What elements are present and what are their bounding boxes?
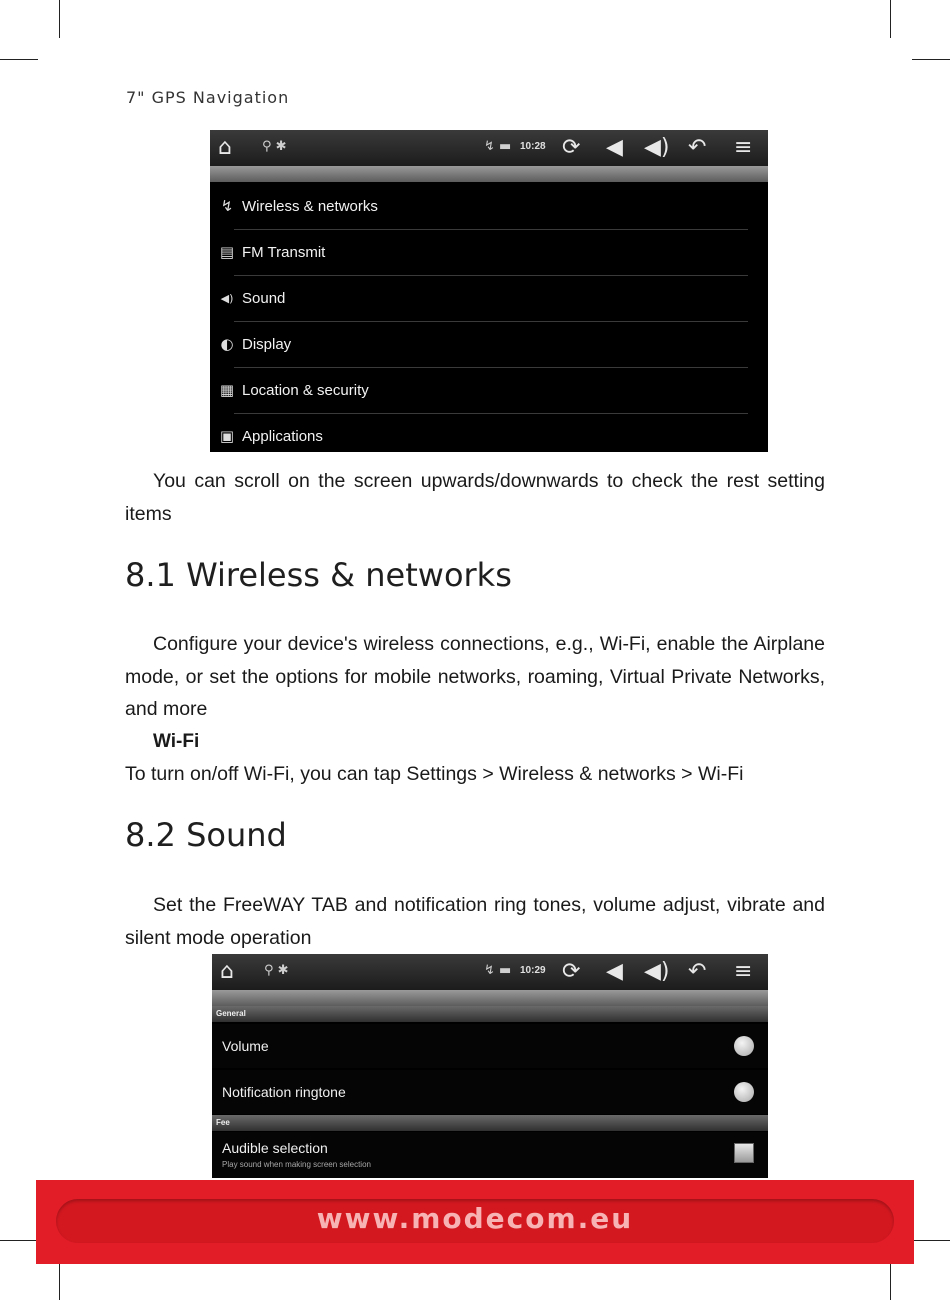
category-general: General — [212, 1006, 768, 1022]
settings-item-applications[interactable] — [210, 414, 768, 452]
settings-screenshot — [210, 130, 768, 452]
running-header: 7" GPS Navigation — [126, 88, 290, 107]
wifi-heading: Wi-Fi — [153, 731, 200, 752]
app-icon: ▣ — [219, 427, 235, 445]
sound-description: Set the FreeWAY TAB and notification ring tones, volume adjust, vibrate and silent mode operation — [125, 894, 825, 949]
settings-item-label: Wireless & networks — [242, 198, 378, 215]
refresh-icon[interactable]: ⟳ — [562, 959, 581, 984]
wifi-icon: ↯ ▬ — [484, 139, 512, 154]
clock: 10:28 — [520, 141, 546, 152]
status-bar — [212, 954, 768, 990]
menu-icon[interactable]: ≡ — [734, 959, 753, 984]
category-feedback: Fee — [212, 1115, 768, 1131]
setting-summary: Play sound when making screen selection — [222, 1160, 371, 1169]
settings-item-fm-transmit[interactable] — [210, 230, 768, 276]
menu-icon[interactable]: ≡ — [734, 135, 753, 160]
settings-item-label: FM Transmit — [242, 244, 326, 261]
setting-label: Audible selection — [222, 1140, 328, 1156]
wireless-description: Configure your device's wireless connections, e.g., Wi-Fi, enable the Airplane mode, or set the options for mobile networks, roaming, Virtual Private Networks, and more — [125, 633, 825, 720]
volume-up-icon[interactable]: ◀) — [644, 135, 670, 160]
wireless-icon: ↯ — [220, 197, 234, 215]
radio-icon: ▤ — [219, 243, 235, 261]
display-icon: ◐ — [220, 335, 234, 353]
back-icon[interactable]: ↶ — [688, 135, 707, 160]
settings-item-label: Applications — [242, 428, 323, 445]
settings-item-label: Sound — [242, 290, 286, 307]
volume-up-icon[interactable]: ◀) — [644, 959, 670, 984]
volume-indicator — [734, 1036, 754, 1056]
usb-icon: ⚲ ✱ — [264, 963, 289, 978]
sound-settings-screenshot — [212, 954, 768, 1178]
settings-item-wireless[interactable] — [210, 184, 768, 230]
audible-selection-setting[interactable] — [212, 1132, 768, 1178]
speaker-icon: ◀) — [220, 292, 234, 305]
audible-selection-checkbox[interactable] — [734, 1143, 754, 1163]
settings-item-label: Location & security — [242, 382, 369, 399]
notification-ringtone-setting[interactable] — [212, 1070, 768, 1114]
setting-label: Volume — [222, 1038, 269, 1054]
clock: 10:29 — [520, 965, 546, 976]
volume-setting[interactable] — [212, 1024, 768, 1068]
section-heading-sound: 8.2 Sound — [125, 816, 287, 854]
title-bar — [212, 990, 768, 1006]
home-icon[interactable]: ⌂ — [220, 959, 234, 984]
footer-band — [36, 1180, 914, 1264]
crop-mark — [0, 1240, 38, 1241]
scroll-note: You can scroll on the screen upwards/downwards to check the rest setting items — [125, 470, 825, 525]
ringtone-indicator — [734, 1082, 754, 1102]
settings-item-label: Display — [242, 336, 292, 353]
crop-mark — [0, 59, 38, 60]
section-heading-wireless: 8.1 Wireless & networks — [125, 556, 512, 594]
status-bar — [210, 130, 768, 166]
back-icon[interactable]: ↶ — [688, 959, 707, 984]
refresh-icon[interactable]: ⟳ — [562, 135, 581, 160]
volume-down-icon[interactable]: ◀ — [606, 959, 623, 984]
home-icon[interactable]: ⌂ — [218, 135, 232, 160]
crop-mark — [912, 59, 950, 60]
crop-mark — [890, 1262, 891, 1300]
usb-icon: ⚲ ✱ — [262, 139, 287, 154]
settings-item-sound[interactable] — [210, 276, 768, 322]
settings-item-display[interactable] — [210, 322, 768, 368]
crop-mark — [59, 0, 60, 38]
crop-mark — [59, 1262, 60, 1300]
setting-label: Notification ringtone — [222, 1084, 346, 1100]
volume-down-icon[interactable]: ◀ — [606, 135, 623, 160]
wifi-icon: ↯ ▬ — [484, 963, 512, 978]
crop-mark — [890, 0, 891, 38]
crop-mark — [912, 1240, 950, 1241]
title-bar — [210, 166, 768, 182]
settings-item-location[interactable] — [210, 368, 768, 414]
wifi-description: To turn on/off Wi-Fi, you can tap Settings > Wireless & networks > Wi-Fi — [125, 763, 744, 785]
grid-icon: ▦ — [219, 381, 235, 399]
footer-url[interactable]: www.modecom.eu — [316, 1202, 634, 1235]
